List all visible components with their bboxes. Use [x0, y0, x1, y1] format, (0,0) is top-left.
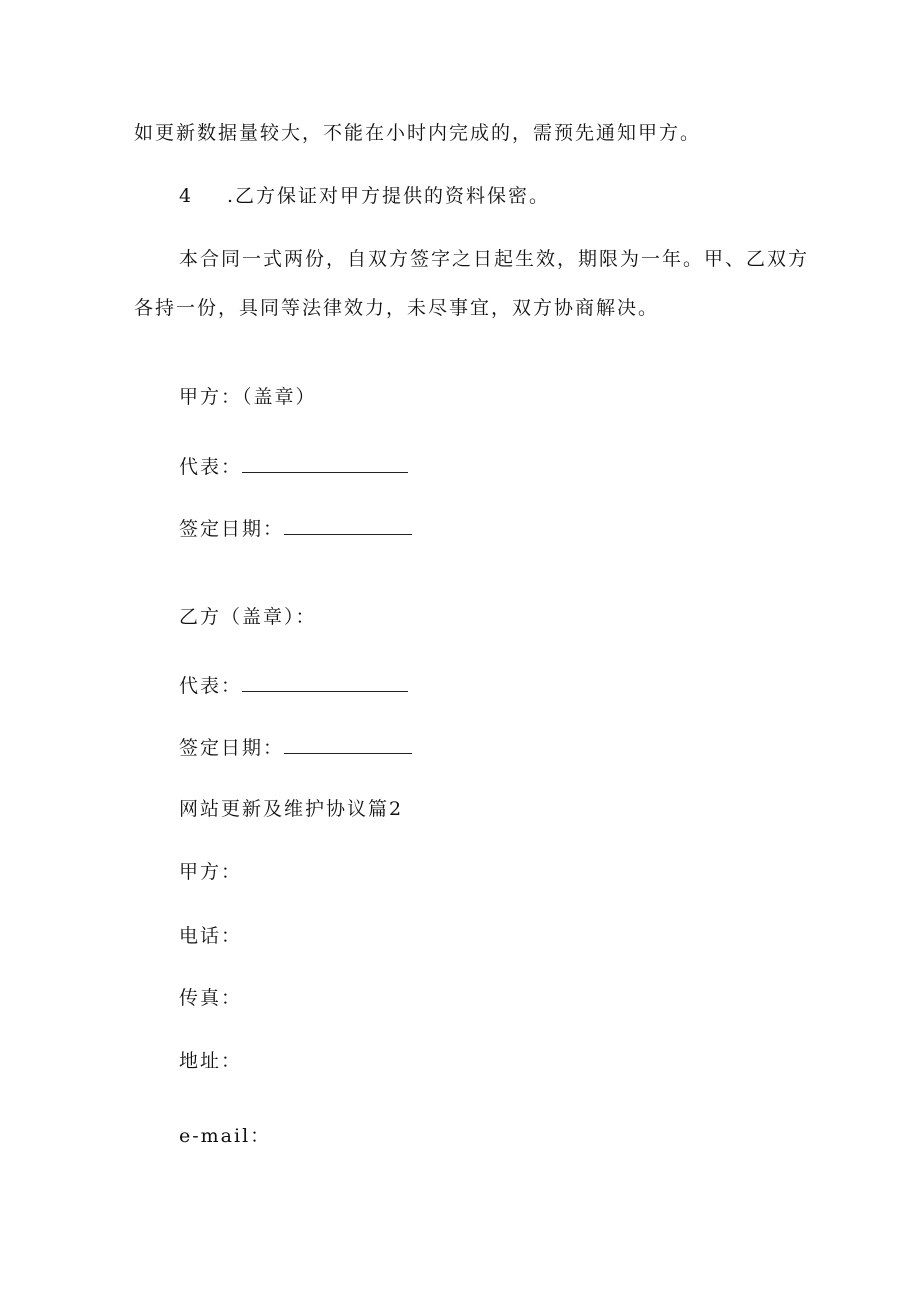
paragraph-validity-line1: 本合同一式两份，自双方签字之日起生效，期限为一年。甲、乙双方	[179, 248, 810, 270]
party-b-date-blank	[284, 735, 412, 754]
clause-4-text: .乙方保证对甲方提供的资料保密。	[227, 185, 551, 207]
section-2-title: 网站更新及维护协议篇2	[179, 798, 404, 820]
paragraph-validity-line2: 各持一份，具同等法律效力，未尽事宜，双方协商解决。	[134, 297, 660, 319]
party-b-sign-date	[179, 735, 412, 760]
party-a-rep-blank	[242, 454, 408, 473]
paragraph-continuation: 如更新数据量较大，不能在小时内完成的，需预先通知甲方。	[134, 122, 702, 144]
party-a-rep-label: 代表：	[179, 456, 243, 478]
section-2-party-a: 甲方：	[179, 861, 243, 883]
party-a-label: 甲方：（盖章）	[179, 386, 317, 408]
party-b-rep-label: 代表：	[179, 675, 243, 697]
party-a-representative	[179, 454, 408, 479]
party-b-label: 乙方（盖章）：	[179, 606, 317, 628]
section-2-address: 地址：	[179, 1050, 243, 1072]
clause-4-number: 4	[179, 185, 194, 207]
party-b-rep-blank	[242, 673, 408, 692]
party-b-date-label: 签定日期：	[179, 737, 285, 759]
section-2-fax: 传真：	[179, 987, 243, 1009]
party-a-date-label: 签定日期：	[179, 518, 285, 540]
section-2-email: e-mail：	[179, 1125, 272, 1147]
section-2-phone: 电话：	[179, 925, 243, 947]
party-a-sign-date	[179, 516, 412, 541]
clause-4	[179, 184, 550, 208]
party-a-date-blank	[284, 516, 412, 535]
party-b-representative	[179, 673, 408, 698]
